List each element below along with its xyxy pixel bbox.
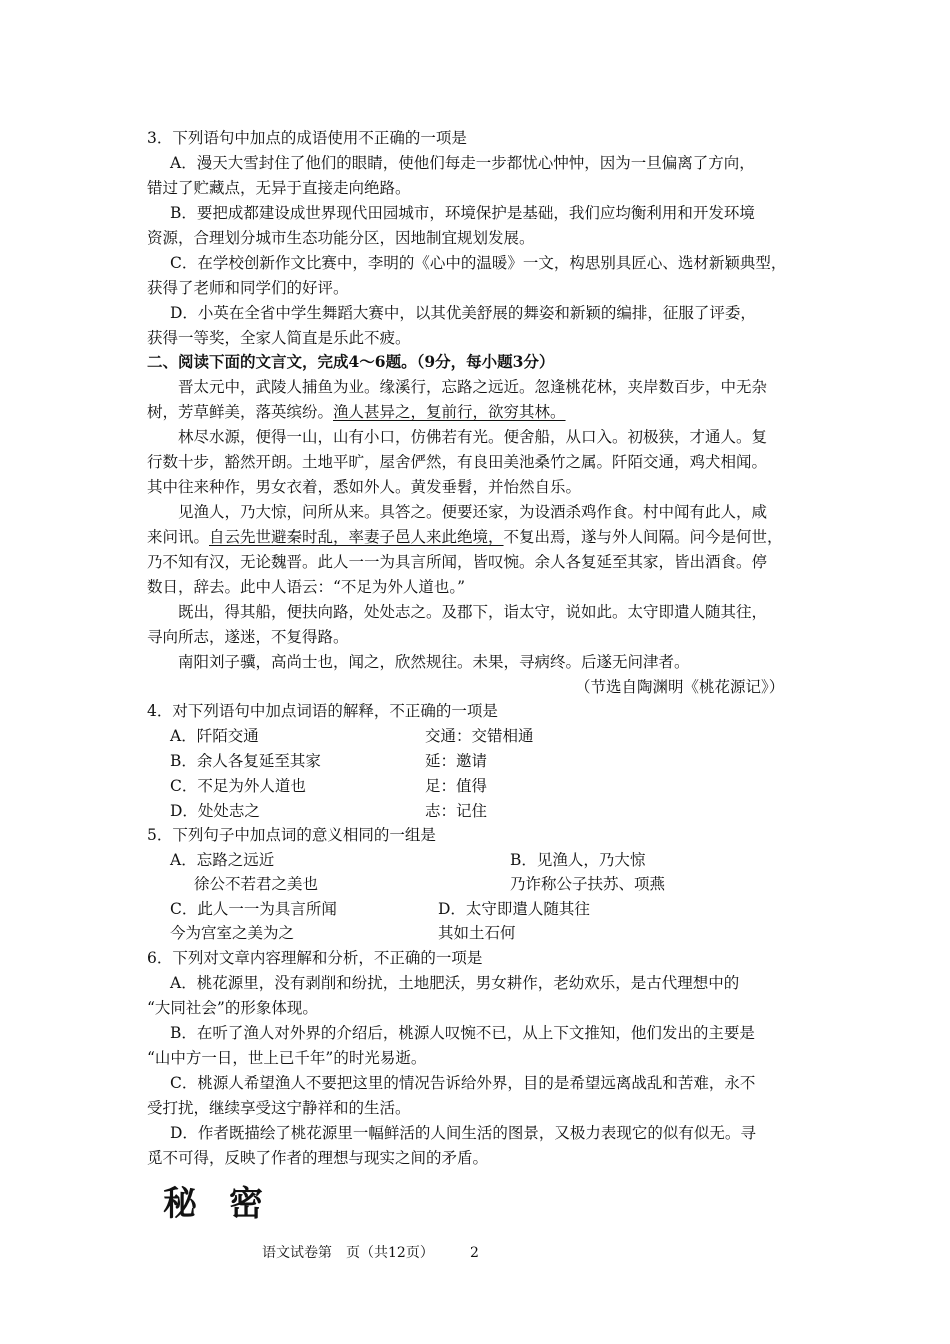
passage-p5: 南阳刘子骥，高尚士也，闻之，欣然规往。未果，寻病终。后遂无问津者。 bbox=[178, 653, 690, 671]
passage-p4-line2: 寻向所志，遂迷，不复得路。 bbox=[147, 628, 349, 646]
passage-p2-line2: 行数十步，豁然开朗。土地平旷，屋舍俨然，有良田美池桑竹之属。阡陌交通，鸡犬相闻。 bbox=[147, 453, 768, 471]
q4-option-d: D．处处志之 bbox=[170, 802, 260, 820]
passage-p2-line3: 其中往来种作，男女衣着，悉如外人。黄发垂髫，并怡然自乐。 bbox=[147, 478, 582, 496]
q4-option-c-gloss: 足：值得 bbox=[425, 777, 488, 795]
q5-option-b-line1: B．见渔人，乃大惊 bbox=[510, 851, 646, 869]
passage-p2-line1: 林尽水源，便得一山，山有小口，仿佛若有光。便舍船，从口入。初极狭，才通人。复 bbox=[178, 428, 768, 446]
q5-option-d-line2: 其如土石何 bbox=[438, 924, 516, 942]
underlined-sentence: 自云先世避秦时乱，率妻子邑人来此绝境， bbox=[209, 528, 504, 546]
passage-p3-line3: 乃不知有汉，无论魏晋。此人一一为具言所闻，皆叹惋。余人各复延至其家，皆出酒食。停 bbox=[147, 553, 768, 571]
passage-text: 不复出焉，遂与外人间隔。问今是何世， bbox=[503, 528, 783, 546]
footer-page-label: 语文试卷第 页（共12页） bbox=[262, 1245, 434, 1261]
section2-heading: 二、阅读下面的文言文，完成4～6题。（9分，每小题3分） bbox=[147, 352, 555, 371]
q3-option-b-line1: B．要把成都建设成世界现代田园城市，环境保护是基础，我们应均衡利用和开发环境 bbox=[170, 204, 755, 222]
passage-text: 树，芳草鲜美，落英缤纷。 bbox=[147, 403, 334, 421]
q6-option-c-line2: 受打扰，继续享受这宁静祥和的生活。 bbox=[147, 1099, 411, 1117]
q3-option-c-line2: 获得了老师和同学们的好评。 bbox=[147, 279, 349, 297]
passage-p1-line2 bbox=[147, 402, 566, 422]
q3-option-a-line1: A．漫天大雪封住了他们的眼睛，使他们每走一步都忧心忡忡，因为一旦偏离了方向， bbox=[170, 154, 755, 172]
q5-option-b-line2: 乃诈称公子扶苏、项燕 bbox=[510, 875, 666, 893]
q6-option-d-line1: D．作者既描绘了桃花源里一幅鲜活的人间生活的图景，又极力表现它的似有似无。寻 bbox=[170, 1124, 756, 1142]
passage-p4-line1: 既出，得其船，便扶向路，处处志之。及郡下，诣太守，说如此。太守即遣人随其往， bbox=[178, 603, 768, 621]
passage-source: （节选自陶渊明《桃花源记》） bbox=[575, 678, 785, 696]
q6-option-a-line2: “大同社会”的形象体现。 bbox=[147, 999, 318, 1017]
q3-option-a-line2: 错过了贮藏点，无异于直接走向绝路。 bbox=[147, 179, 411, 197]
q6-option-d-line2: 觅不可得，反映了作者的理想与现实之间的矛盾。 bbox=[147, 1149, 489, 1167]
passage-p1-line1: 晋太元中，武陵人捕鱼为业。缘溪行，忘路之远近。忽逢桃花林，夹岸数百步，中无杂 bbox=[178, 378, 768, 396]
q4-stem: 4．对下列语句中加点词语的解释，不正确的一项是 bbox=[147, 702, 498, 720]
q6-option-b-line2: “山中方一日，世上已千年”的时光易逝。 bbox=[147, 1049, 427, 1067]
passage-p3-line1: 见渔人，乃大惊，问所从来。具答之。便要还家，为设酒杀鸡作食。村中闻有此人，咸 bbox=[178, 503, 768, 521]
q3-option-d-line1: D．小英在全省中学生舞蹈大赛中，以其优美舒展的舞姿和新颖的编排，征服了评委， bbox=[170, 304, 756, 322]
underlined-sentence: 渔人甚异之，复前行，欲穷其林。 bbox=[333, 403, 566, 421]
q5-option-c-line2: 今为宫室之美为之 bbox=[170, 924, 295, 942]
q6-option-c-line1: C．桃源人希望渔人不要把这里的情况告诉给外界，目的是希望远离战乱和苦难，永不 bbox=[170, 1074, 756, 1092]
q4-option-c: C．不足为外人道也 bbox=[170, 777, 306, 795]
footer-page-number: 2 bbox=[470, 1245, 479, 1261]
q4-option-b: B．余人各复延至其家 bbox=[170, 752, 321, 770]
q6-stem: 6．下列对文章内容理解和分析，不正确的一项是 bbox=[147, 949, 483, 967]
q3-option-c-line1: C．在学校创新作文比赛中，李明的《心中的温暖》一文，构思别具匠心、选材新颖典型， bbox=[170, 254, 787, 272]
passage-text: 来问讯。 bbox=[147, 528, 210, 546]
secret-stamp: 秘密 bbox=[163, 1184, 295, 1224]
q3-option-b-line2: 资源，合理划分城市生态功能分区，因地制宜规划发展。 bbox=[147, 229, 535, 247]
q5-option-c-line1: C．此人一一为具言所闻 bbox=[170, 900, 337, 918]
q3-option-d-line2: 获得一等奖，全家人简直是乐此不疲。 bbox=[147, 329, 411, 347]
passage-p3-line2 bbox=[147, 527, 783, 547]
q5-option-d-line1: D．太守即遣人随其往 bbox=[438, 900, 590, 918]
q5-option-a-line1: A．忘路之远近 bbox=[170, 851, 275, 869]
q4-option-d-gloss: 志：记住 bbox=[425, 802, 488, 820]
q6-option-b-line1: B．在听了渔人对外界的介绍后，桃源人叹惋不已，从上下文推知，他们发出的主要是 bbox=[170, 1024, 755, 1042]
q3-stem: 3．下列语句中加点的成语使用不正确的一项是 bbox=[147, 129, 467, 147]
q6-option-a-line1: A．桃花源里，没有剥削和纷扰，土地肥沃，男女耕作，老幼欢乐，是古代理想中的 bbox=[170, 974, 740, 992]
q4-option-a-gloss: 交通：交错相通 bbox=[425, 727, 534, 745]
q4-option-a: A．阡陌交通 bbox=[170, 727, 259, 745]
q5-stem: 5．下列句子中加点词的意义相同的一组是 bbox=[147, 826, 436, 844]
q4-option-b-gloss: 延：邀请 bbox=[425, 752, 488, 770]
q5-option-a-line2: 徐公不若君之美也 bbox=[194, 875, 319, 893]
passage-p3-line4: 数日，辞去。此中人语云：“不足为外人道也。” bbox=[147, 578, 466, 596]
